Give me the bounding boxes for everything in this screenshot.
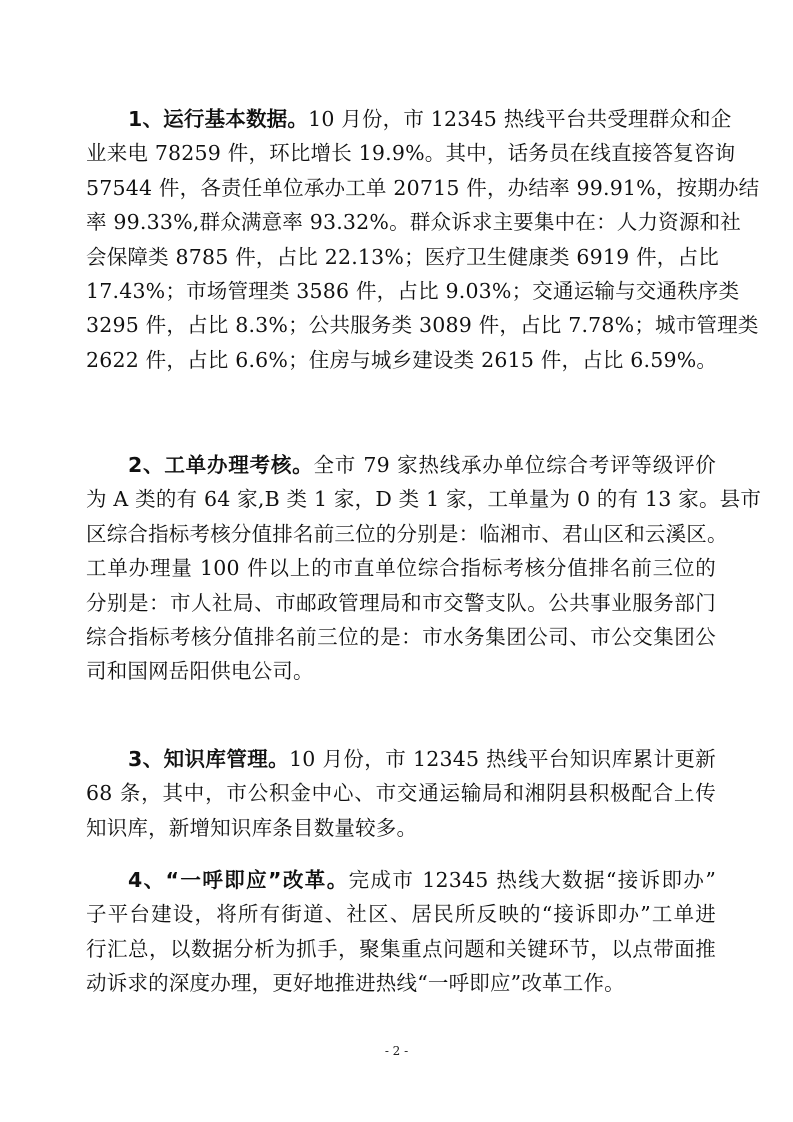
paragraph-text: 完成市 12345 热线大数据“接诉即办” (348, 868, 716, 892)
paragraph-line: 分别是：市人社局、市邮政管理局和市交警支队。公共事业服务部门 (86, 590, 716, 615)
paragraph-line: 率 99.33%,群众满意率 93.32%。群众诉求主要集中在：人力资源和社 (86, 210, 741, 235)
section-heading: 1、运行基本数据。 (128, 107, 309, 131)
paragraph-line: 行汇总，以数据分析为抓手，聚集重点问题和关键环节，以点带面推 (86, 936, 716, 961)
paragraph-text: 10 月份，市 12345 热线平台知识库累计更新 (289, 747, 716, 771)
paragraph-line: 57544 件，各责任单位承办工单 20715 件，办结率 99.91%，按期办结 (86, 175, 760, 200)
paragraph-line: 为 A 类的有 64 家,B 类 1 家，D 类 1 家，工单量为 0 的有 13 家。县市 (86, 487, 762, 512)
section-reform (86, 863, 716, 1001)
paragraph-line (86, 863, 716, 897)
paragraph-line (86, 102, 732, 136)
paragraph-text: 10 月份，市 12345 热线平台共受理群众和企 (308, 107, 732, 131)
paragraph-line: 区综合指标考核分值排名前三位的分别是：临湘市、君山区和云溪区。 (86, 521, 728, 546)
paragraph-line: 知识库，新增知识库条目数量较多。 (86, 815, 418, 840)
section-heading: 4、“一呼即应”改革。 (128, 868, 349, 892)
page-number: - 2 - (384, 1044, 409, 1058)
paragraph-line: 会保障类 8785 件，占比 22.13%；医疗卫生健康类 6919 件，占比 (86, 244, 719, 269)
paragraph-line: 3295 件，占比 8.3%；公共服务类 3089 件，占比 7.78%；城市管理类 (86, 313, 759, 338)
paragraph-line (86, 742, 716, 776)
paragraph-line: 司和国网岳阳供电公司。 (86, 659, 314, 684)
paragraph-line: 子平台建设，将所有街道、社区、居民所反映的“接诉即办”工单进 (86, 902, 716, 927)
paragraph-text: 全市 79 家热线承办单位综合考评等级评价 (313, 453, 716, 477)
section-heading: 2、工单办理考核。 (128, 453, 314, 477)
paragraph-line: 68 条，其中，市公积金中心、市交通运输局和湘阴县积极配合上传 (86, 781, 716, 806)
paragraph-line: 2622 件，占比 6.6%；住房与城乡建设类 2615 件，占比 6.59%。 (86, 347, 718, 372)
paragraph-line: 业来电 78259 件，环比增长 19.9%。其中，话务员在线直接答复咨询 (86, 141, 736, 166)
section-knowledge-base (86, 742, 716, 845)
section-heading: 3、知识库管理。 (128, 747, 290, 771)
paragraph-line (86, 448, 716, 482)
paragraph-line: 17.43%；市场管理类 3586 件，占比 9.03%；交通运输与交通秩序类 (86, 278, 740, 303)
section-operation-data (86, 102, 760, 377)
paragraph-line: 工单办理量 100 件以上的市直单位综合指标考核分值排名前三位的 (86, 556, 716, 581)
paragraph-line: 综合指标考核分值排名前三位的是：市水务集团公司、市公交集团公 (86, 624, 716, 649)
paragraph-line: 动诉求的深度办理，更好地推进热线“一呼即应”改革工作。 (86, 971, 625, 996)
section-work-order-assessment (86, 448, 762, 689)
